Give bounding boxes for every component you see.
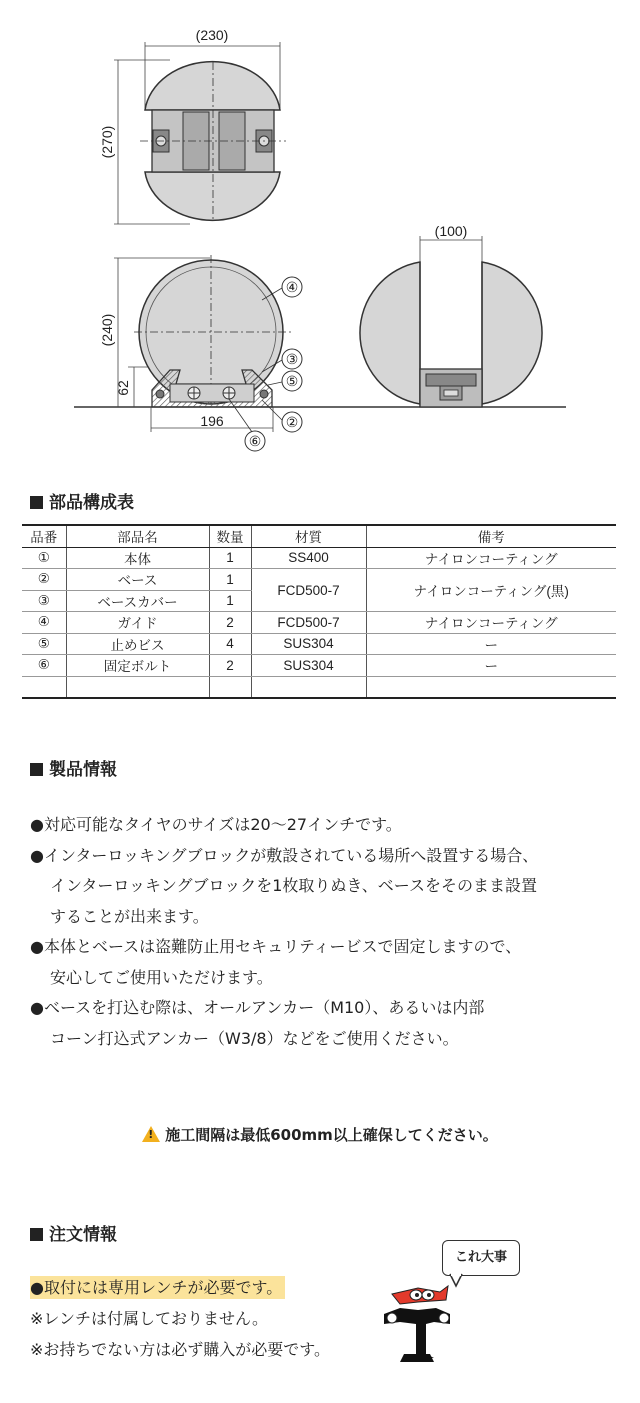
parts-section-title: 部品構成表 <box>30 488 134 513</box>
callout-5: ⑤ <box>285 373 299 389</box>
part-qty: 2 <box>209 655 251 677</box>
part-name: 固定ボルト <box>66 655 209 677</box>
side-view <box>360 223 542 407</box>
installation-warning: !施工間隔は最低600mm以上確保してください。 <box>0 1124 640 1145</box>
part-material: FCD500-7 <box>251 612 366 634</box>
dim-top-width: (230) <box>195 27 229 43</box>
info-line: 安心してご使用いただけます。 <box>50 967 273 987</box>
table-row-empty <box>22 676 616 698</box>
part-no: ④ <box>22 612 66 634</box>
square-bullet-icon <box>30 763 43 776</box>
callout-3: ③ <box>285 351 299 367</box>
part-note: ー <box>366 655 616 677</box>
part-note: ナイロンコーティング <box>366 612 616 634</box>
parts-table <box>22 524 616 699</box>
header-note: 備考 <box>366 525 616 547</box>
part-qty: 1 <box>209 569 251 591</box>
part-no: ③ <box>22 590 66 612</box>
info-line: インターロッキングブロックを1枚取りぬき、ベースをそのまま設置 <box>50 876 537 895</box>
product-info-title: 製品情報 <box>30 755 117 780</box>
table-header-row <box>22 525 616 547</box>
order-info-body <box>30 1272 330 1365</box>
mascot-illustration <box>378 1240 528 1370</box>
header-material: 材質 <box>251 525 366 547</box>
mascot-icon <box>378 1240 528 1370</box>
dim-front-height: (240) <box>99 313 115 347</box>
info-line: ●対応可能なタイヤのサイズは20〜27インチです。 <box>30 815 402 834</box>
table-row <box>22 547 616 569</box>
table-row <box>22 612 616 634</box>
warning-triangle-icon <box>142 1126 160 1142</box>
part-material: SS400 <box>251 547 366 569</box>
part-name: 本体 <box>66 547 209 569</box>
info-line: ●インターロッキングブロックが敷設されている場所へ設置する場合、 <box>30 845 539 865</box>
dim-front-width: 196 <box>200 413 224 429</box>
order-note: ※レンチは付属しておりません。 <box>30 1309 268 1328</box>
info-line: コーン打込式アンカー（W3/8）などをご使用ください。 <box>50 1028 459 1048</box>
part-qty: 4 <box>209 633 251 655</box>
part-no: ⑤ <box>22 633 66 655</box>
dim-front-base-height: 62 <box>115 380 131 396</box>
table-row <box>22 569 616 591</box>
part-material: SUS304 <box>251 655 366 677</box>
callout-2: ② <box>285 414 299 430</box>
top-view <box>99 27 286 224</box>
order-note: ※お持ちでない方は必ず購入が必要です。 <box>30 1340 330 1359</box>
order-highlight-line: ●取付には専用レンチが必要です。 <box>30 1276 285 1299</box>
part-note: ー <box>366 633 616 655</box>
info-line: ●本体とベースは盗難防止用セキュリティービスで固定しますので、 <box>30 937 522 956</box>
info-line: ●ベースを打込む際は、オールアンカー（M10）、あるいは内部 <box>30 998 485 1017</box>
order-info-title: 注文情報 <box>30 1220 117 1245</box>
callout-6: ⑥ <box>248 433 262 449</box>
callout-4: ④ <box>285 279 299 295</box>
square-bullet-icon <box>30 496 43 509</box>
header-part-no: 品番 <box>22 525 66 547</box>
header-qty: 数量 <box>209 525 251 547</box>
table-row <box>22 633 616 655</box>
part-name: ベースカバー <box>66 590 209 612</box>
part-no: ⑥ <box>22 655 66 677</box>
dim-side-width: (100) <box>434 223 468 239</box>
part-qty: 1 <box>209 590 251 612</box>
square-bullet-icon <box>30 1228 43 1241</box>
part-material: FCD500-7 <box>251 569 366 612</box>
part-no: ① <box>22 547 66 569</box>
info-line: することが出来ます。 <box>50 906 209 926</box>
part-name: ガイド <box>66 612 209 634</box>
header-part-name: 部品名 <box>66 525 209 547</box>
part-no: ② <box>22 569 66 591</box>
part-qty: 1 <box>209 547 251 569</box>
part-note: ナイロンコーティング(黒) <box>366 569 616 612</box>
dim-top-height: (270) <box>99 125 115 159</box>
part-note: ナイロンコーティング <box>366 547 616 569</box>
important-badge: これ大事 <box>442 1240 520 1276</box>
part-name: 止めビス <box>66 633 209 655</box>
technical-drawing <box>0 0 640 470</box>
part-qty: 2 <box>209 612 251 634</box>
product-info-body <box>30 810 620 1054</box>
part-material: SUS304 <box>251 633 366 655</box>
table-row <box>22 655 616 677</box>
part-name: ベース <box>66 569 209 591</box>
